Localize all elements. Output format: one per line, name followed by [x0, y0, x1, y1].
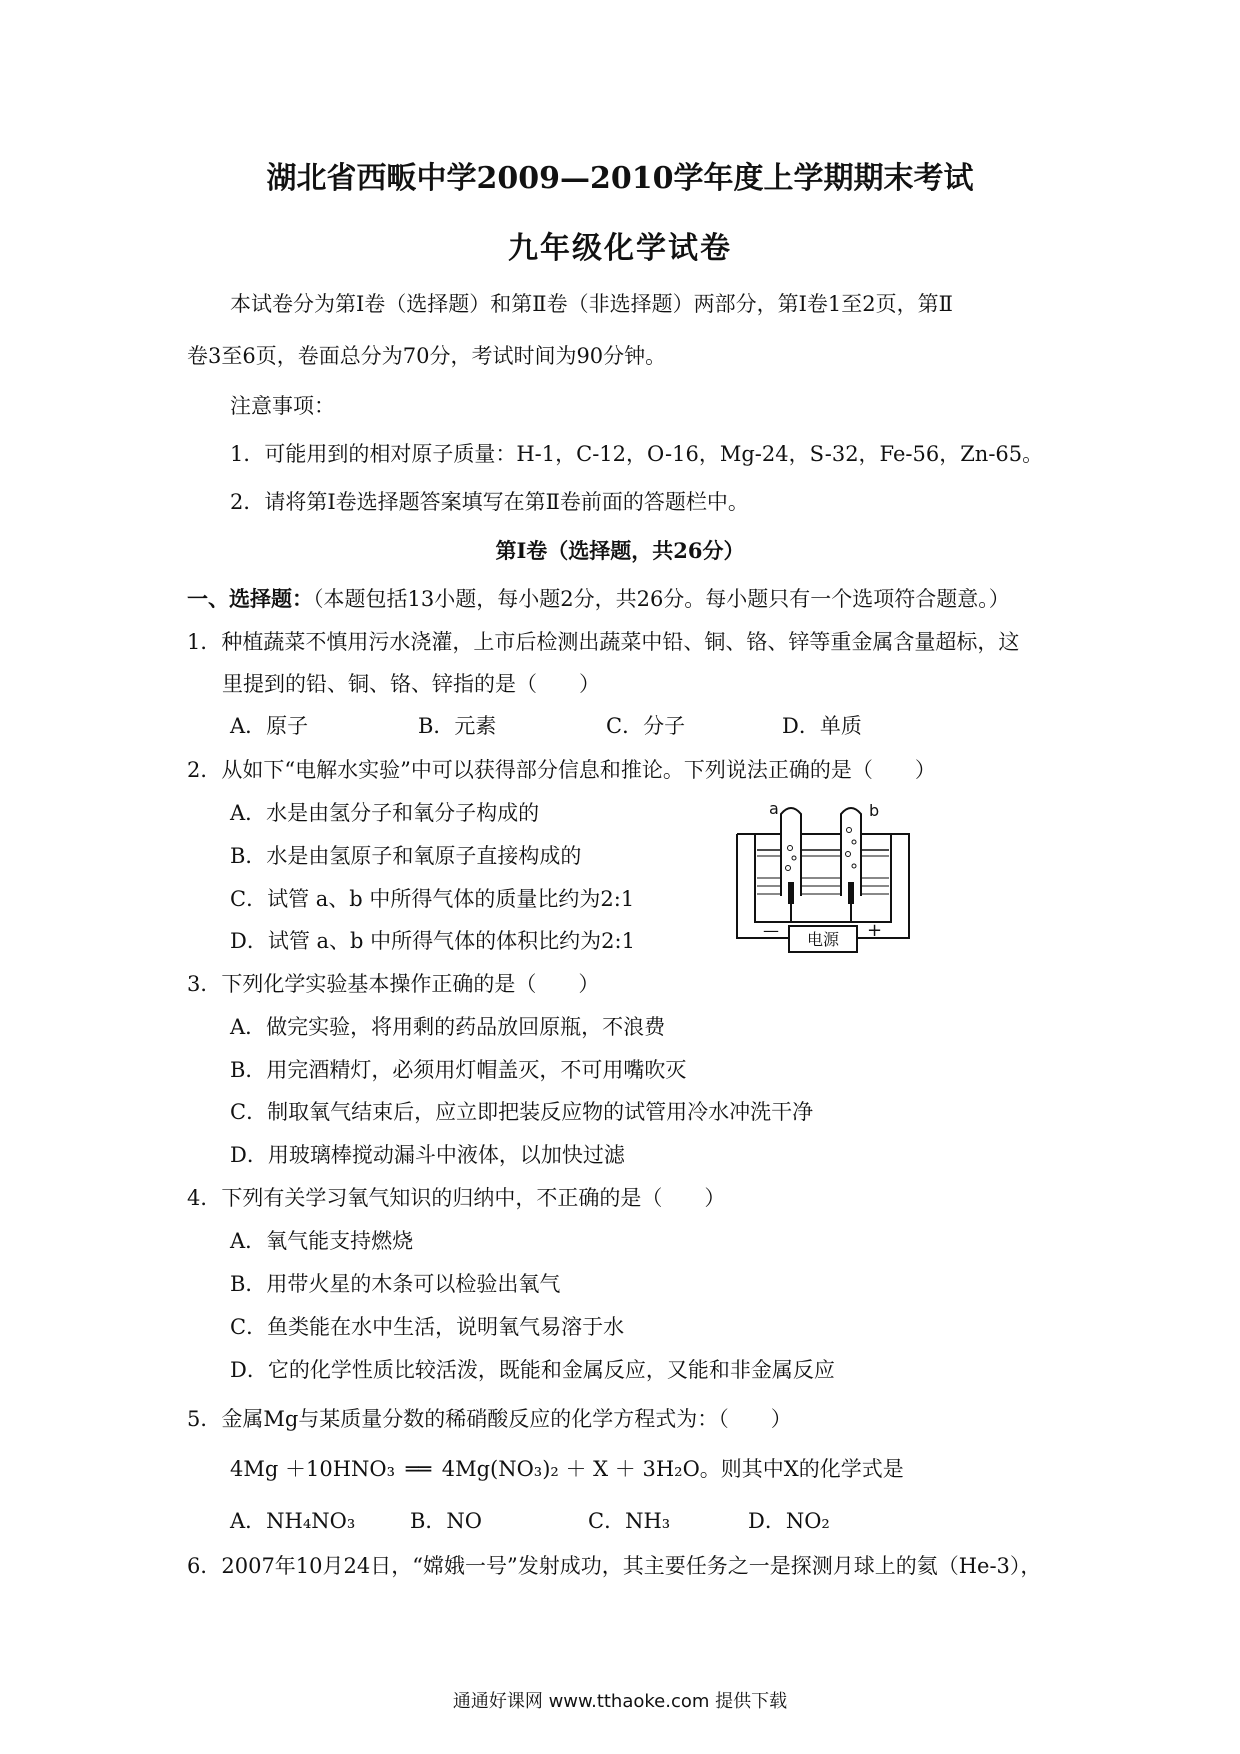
section-1-desc: （本题包括13小题，每小题2分，共26分。每小题只有一个选项符合题意。） [313, 587, 1010, 611]
q4-option-a: A．氧气能支持燃烧 [230, 1229, 414, 1253]
q4-option-d: D．它的化学性质比较活泼，既能和金属反应，又能和非金属反应 [230, 1358, 835, 1382]
equation-equals: ══ [405, 1456, 432, 1481]
q2-option-d: D．试管 a、b 中所得气体的体积比约为2:1 [230, 929, 635, 953]
notice-item-2: 2．请将第Ⅰ卷选择题答案填写在第Ⅱ卷前面的答题栏中。 [230, 490, 749, 514]
q1-stem-line-1: 1．种植蔬菜不慎用污水浇灌，上市后检测出蔬菜中铅、铜、铬、锌等重金属含量超标，这 [187, 630, 1020, 654]
q2-option-b: B．水是由氢原子和氧原子直接构成的 [230, 844, 582, 868]
intro-line-2: 卷3至6页，卷面总分为70分，考试时间为90分钟。 [187, 344, 667, 368]
q5-equation [230, 1455, 904, 1483]
q3-option-d: D．用玻璃棒搅动漏斗中液体，以加快过滤 [230, 1143, 625, 1167]
power-supply-label: 电源 [806, 930, 840, 949]
q1-stem-line-2: 里提到的铅、铜、铬、锌指的是（ ） [222, 672, 600, 696]
notice-heading: 注意事项： [230, 394, 335, 418]
tube-a-label: a [769, 800, 779, 818]
exam-subtitle: 九年级化学试卷 [508, 231, 732, 266]
notice-item-1: 1．可能用到的相对原子质量：H-1，C-12，O-16，Mg-24，S-32，Fe-56，Zn-65。 [230, 442, 1044, 466]
positive-terminal: + [867, 920, 883, 941]
q2-stem: 2．从如下“电解水实验”中可以获得部分信息和推论。下列说法正确的是（ ） [187, 758, 936, 782]
q5-option-c: C．NH₃ [588, 1509, 671, 1533]
tube-b-label: b [869, 801, 880, 820]
q2-option-a: A．水是由氢分子和氧分子构成的 [230, 801, 540, 825]
q1-option-b: B．元素 [418, 714, 497, 738]
q3-option-b: B．用完酒精灯，必须用灯帽盖灭，不可用嘴吹灭 [230, 1058, 687, 1082]
q1-option-d: D．单质 [782, 714, 862, 738]
negative-terminal: — [763, 921, 779, 940]
q6-stem-line-1: 6．2007年10月24日，“嫦娥一号”发射成功，其主要任务之一是探测月球上的氦（He-3）， [187, 1554, 1042, 1578]
q3-option-c: C．制取氧气结束后，应立即把装反应物的试管用冷水冲洗干净 [230, 1100, 814, 1124]
section-1-label: 一、选择题： [187, 586, 313, 611]
equation-right: 4Mg(NO₃)₂ ＋ X ＋ 3H₂O。则其中X的化学式是 [441, 1457, 904, 1481]
q5-option-b: B．NO [410, 1509, 483, 1533]
q4-option-c: C．鱼类能在水中生活，说明氧气易溶于水 [230, 1315, 625, 1339]
q2-option-c: C．试管 a、b 中所得气体的质量比约为2:1 [230, 887, 635, 911]
q5-stem: 5．金属Mg与某质量分数的稀硝酸反应的化学方程式为：（ ） [187, 1407, 792, 1431]
part1-heading: 第Ⅰ卷（选择题，共26分） [495, 538, 745, 563]
electrode-b [848, 882, 854, 904]
q5-option-a: A．NH₄NO₃ [230, 1509, 356, 1533]
q4-stem: 4．下列有关学习氧气知识的归纳中，不正确的是（ ） [187, 1186, 726, 1210]
section-1-header [187, 585, 1010, 613]
q3-stem: 3．下列化学实验基本操作正确的是（ ） [187, 972, 600, 996]
intro-line-1: 本试卷分为第Ⅰ卷（选择题）和第Ⅱ卷（非选择题）两部分，第Ⅰ卷1至2页，第Ⅱ [230, 292, 953, 316]
equation-left: 4Mg ＋10HNO₃ [230, 1457, 396, 1481]
q3-option-a: A．做完实验，将用剩的药品放回原瓶，不浪费 [230, 1015, 666, 1039]
electrode-a [788, 882, 794, 904]
exam-title: 湖北省西畈中学2009—2010学年度上学期期末考试 [266, 161, 974, 196]
q4-option-b: B．用带火星的木条可以检验出氧气 [230, 1272, 561, 1296]
q1-option-a: A．原子 [230, 714, 309, 738]
q1-option-c: C．分子 [606, 714, 686, 738]
footer-text: 通通好课网 www.tthaoke.com 提供下载 [452, 1691, 788, 1712]
q5-option-d: D．NO₂ [748, 1509, 830, 1533]
electrolysis-diagram [733, 800, 913, 965]
